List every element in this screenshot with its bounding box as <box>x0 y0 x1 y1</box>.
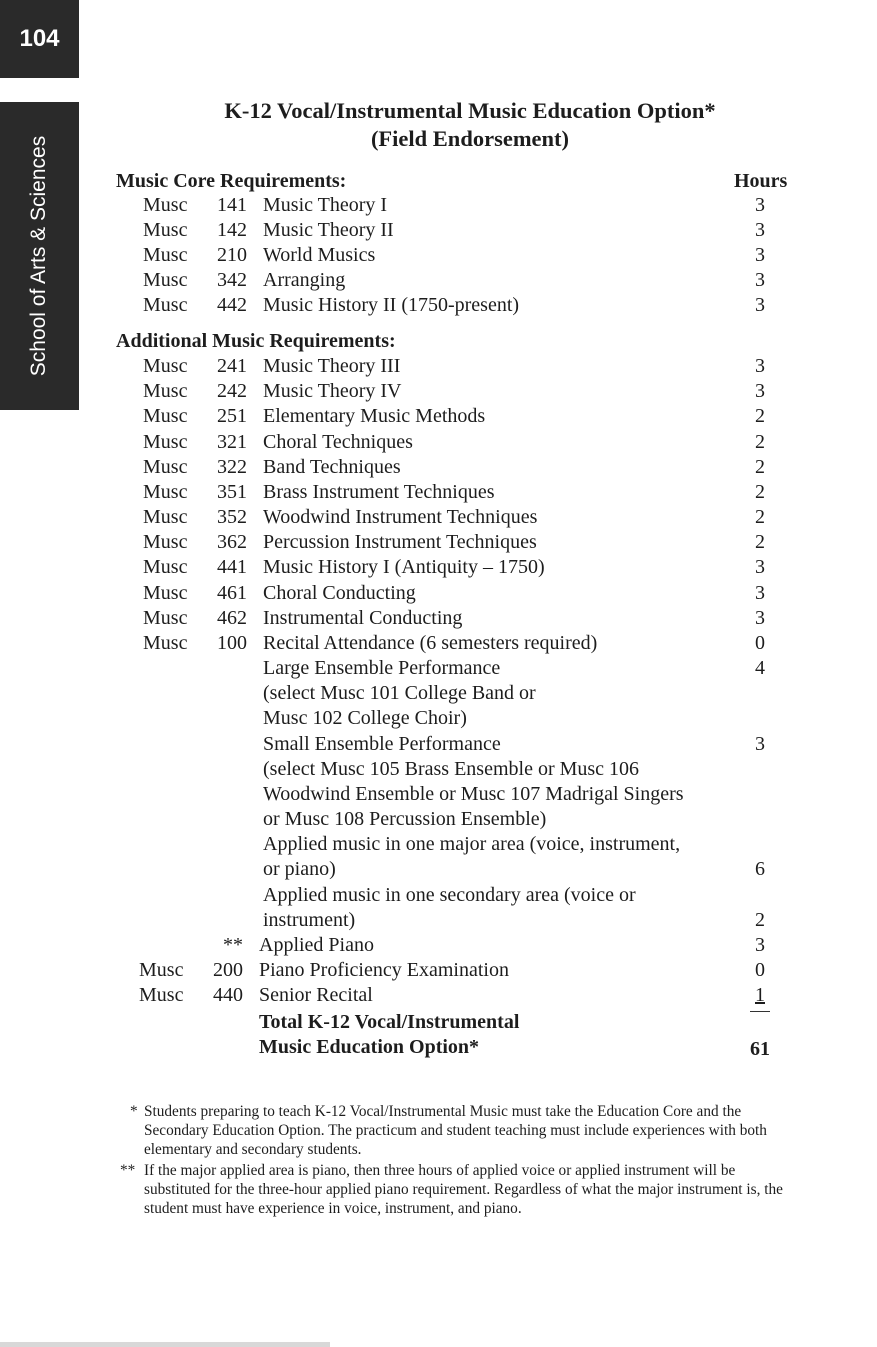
course-title: Musc 102 College Choir) <box>263 707 467 730</box>
footnote-2-text: If the major applied area is piano, then three hours of applied voice or applied instrument will be substituted for the three-hour applied piano requirement. Regardless of what the major instrument is, the student must have experience in voice, instrument, and piano. <box>144 1162 783 1217</box>
course-subject: Musc <box>143 380 188 403</box>
course-title: Instrumental Conducting <box>263 606 463 629</box>
footnote-1-mark: * <box>130 1103 138 1120</box>
course-number: 200 <box>213 959 243 982</box>
core-heading: Music Core Requirements: <box>116 170 347 192</box>
additional-heading: Additional Music Requirements: <box>116 330 396 352</box>
bottom-edge-bar <box>0 1342 330 1347</box>
page-subtitle: (Field Endorsement) <box>370 126 570 151</box>
course-title: (select Musc 105 Brass Ensemble or Musc 106 <box>263 757 640 780</box>
course-hours: 2 <box>755 405 765 428</box>
table-row <box>0 857 877 882</box>
course-title: Applied music in one major area (voice, instrument, <box>263 833 681 856</box>
table-row <box>0 193 877 218</box>
course-hours: 0 <box>755 631 765 654</box>
course-title: Music Theory I <box>263 194 388 216</box>
table-row <box>0 958 877 983</box>
course-title: Applied music in one secondary area (voice or <box>263 883 636 906</box>
course-number: 442 <box>217 293 247 316</box>
table-row <box>0 268 877 293</box>
course-title: Choral Techniques <box>263 430 413 453</box>
table-row <box>0 606 877 631</box>
table-row <box>0 530 877 555</box>
table-row <box>0 581 877 606</box>
course-subject: Musc <box>143 405 188 428</box>
total-label-line2: Music Education Option* <box>259 1036 480 1058</box>
table-row <box>0 883 877 908</box>
course-subject: Musc <box>143 355 188 377</box>
footnote-1-text: Students preparing to teach K-12 Vocal/Instrumental Music must take the Education Core and the Secondary Education Option. The practicum and student teaching must include experiences with both elementary and secondary students. <box>144 1103 767 1158</box>
total-hours: 61 <box>750 1038 770 1060</box>
table-row <box>0 706 877 731</box>
course-number: 210 <box>217 243 247 266</box>
course-number: 100 <box>217 631 247 654</box>
table-row <box>0 555 877 580</box>
course-title: or Musc 108 Percussion Ensemble) <box>263 808 547 831</box>
course-title: Recital Attendance (6 semesters required) <box>263 631 598 654</box>
course-hours: 3 <box>755 606 765 629</box>
table-row <box>0 293 877 318</box>
course-title: Small Ensemble Performance <box>263 732 501 755</box>
course-subject: Musc <box>143 581 188 604</box>
footnote-2 <box>120 1161 785 1218</box>
course-hours: 3 <box>755 355 765 377</box>
course-number: 141 <box>217 194 247 216</box>
course-number: 440 <box>213 984 243 1007</box>
course-hours: 3 <box>755 293 765 316</box>
course-hours: 2 <box>755 908 765 931</box>
course-title: Woodwind Instrument Techniques <box>263 506 538 529</box>
course-title: Band Techniques <box>263 455 401 478</box>
table-row <box>0 455 877 480</box>
section-tab-label: School of Arts & Sciences <box>27 135 50 377</box>
course-title: instrument) <box>263 908 356 931</box>
course-subject: Musc <box>143 506 188 529</box>
course-subject: Musc <box>139 984 184 1007</box>
course-title: Applied Piano <box>259 933 374 956</box>
course-title: Music History I (Antiquity – 1750) <box>263 556 545 579</box>
table-row <box>0 681 877 706</box>
course-number: 342 <box>217 268 247 291</box>
course-hours: 2 <box>755 430 765 453</box>
course-number: 351 <box>217 480 247 503</box>
course-hours: 3 <box>755 268 765 291</box>
course-subject: Musc <box>143 293 188 316</box>
footnote-1 <box>120 1102 785 1159</box>
course-number: 251 <box>217 405 247 428</box>
table-row <box>0 807 877 832</box>
course-hours: 6 <box>755 858 765 881</box>
table-row <box>0 631 877 656</box>
table-row <box>0 480 877 505</box>
course-hours: 2 <box>755 506 765 529</box>
course-number: 321 <box>217 430 247 453</box>
course-subject: Musc <box>143 243 188 266</box>
table-row <box>0 404 877 429</box>
course-title: (select Musc 101 College Band or <box>263 682 536 705</box>
course-hours: 2 <box>755 480 765 503</box>
course-subject: Musc <box>143 218 188 241</box>
course-subject: Musc <box>143 531 188 554</box>
sum-rule <box>750 1011 770 1012</box>
table-row <box>0 354 877 379</box>
course-title: Piano Proficiency Examination <box>259 959 509 982</box>
course-number: 242 <box>217 380 247 403</box>
course-number: 241 <box>217 355 247 377</box>
course-hours: 1 <box>755 984 765 1007</box>
course-title: Choral Conducting <box>263 581 416 604</box>
table-row <box>0 732 877 757</box>
table-row <box>0 933 877 958</box>
course-number: 322 <box>217 455 247 478</box>
table-row <box>0 832 877 857</box>
course-subject: Musc <box>143 631 188 654</box>
table-row <box>0 218 877 243</box>
table-row <box>0 505 877 530</box>
table-row <box>0 983 877 1008</box>
table-row <box>0 908 877 933</box>
course-title: Music History II (1750-present) <box>263 293 520 316</box>
course-subject: Musc <box>143 194 188 216</box>
course-number: 441 <box>217 556 247 579</box>
course-hours: 3 <box>755 380 765 403</box>
course-title: Woodwind Ensemble or Musc 107 Madrigal Singers <box>263 782 684 805</box>
course-number: 352 <box>217 506 247 529</box>
course-subject: Musc <box>143 430 188 453</box>
course-hours: 3 <box>755 194 765 216</box>
course-number: 142 <box>217 218 247 241</box>
total-label-line1: Total K-12 Vocal/Instrumental <box>259 1011 520 1033</box>
course-hours: 3 <box>755 218 765 241</box>
course-hours: 3 <box>755 581 765 604</box>
table-row <box>0 379 877 404</box>
page-number: 104 <box>0 0 79 78</box>
course-number: 362 <box>217 531 247 554</box>
course-subject: Musc <box>143 455 188 478</box>
course-hours: 2 <box>755 455 765 478</box>
course-title: Music Theory II <box>263 218 394 241</box>
table-row <box>0 782 877 807</box>
course-number: 462 <box>217 606 247 629</box>
course-title: Music Theory III <box>263 355 401 377</box>
course-hours: 3 <box>755 933 765 956</box>
page-title: K-12 Vocal/Instrumental Music Education Option* <box>224 98 716 123</box>
course-title: Music Theory IV <box>263 380 402 403</box>
course-subject: Musc <box>143 480 188 503</box>
course-subject: Musc <box>143 268 188 291</box>
course-subject: Musc <box>139 959 184 982</box>
course-title: World Musics <box>263 243 376 266</box>
hours-heading: Hours <box>734 170 788 192</box>
course-subject: Musc <box>143 556 188 579</box>
course-number: 461 <box>217 581 247 604</box>
footnote-2-mark: ** <box>120 1162 136 1179</box>
course-hours: 3 <box>755 556 765 579</box>
course-title: Senior Recital <box>259 984 373 1007</box>
course-hours: 4 <box>755 657 765 680</box>
course-title: or piano) <box>263 858 336 881</box>
table-row <box>0 656 877 681</box>
course-number: ** <box>223 933 243 956</box>
table-row <box>0 430 877 455</box>
course-title: Arranging <box>263 268 346 291</box>
course-hours: 3 <box>755 243 765 266</box>
course-subject: Musc <box>143 606 188 629</box>
course-hours: 2 <box>755 531 765 554</box>
course-title: Elementary Music Methods <box>263 405 486 428</box>
table-row <box>0 757 877 782</box>
course-hours: 0 <box>755 959 765 982</box>
course-hours: 3 <box>755 732 765 755</box>
table-row <box>0 243 877 268</box>
course-title: Brass Instrument Techniques <box>263 480 495 503</box>
course-title: Percussion Instrument Techniques <box>263 531 537 554</box>
course-title: Large Ensemble Performance <box>263 657 501 680</box>
